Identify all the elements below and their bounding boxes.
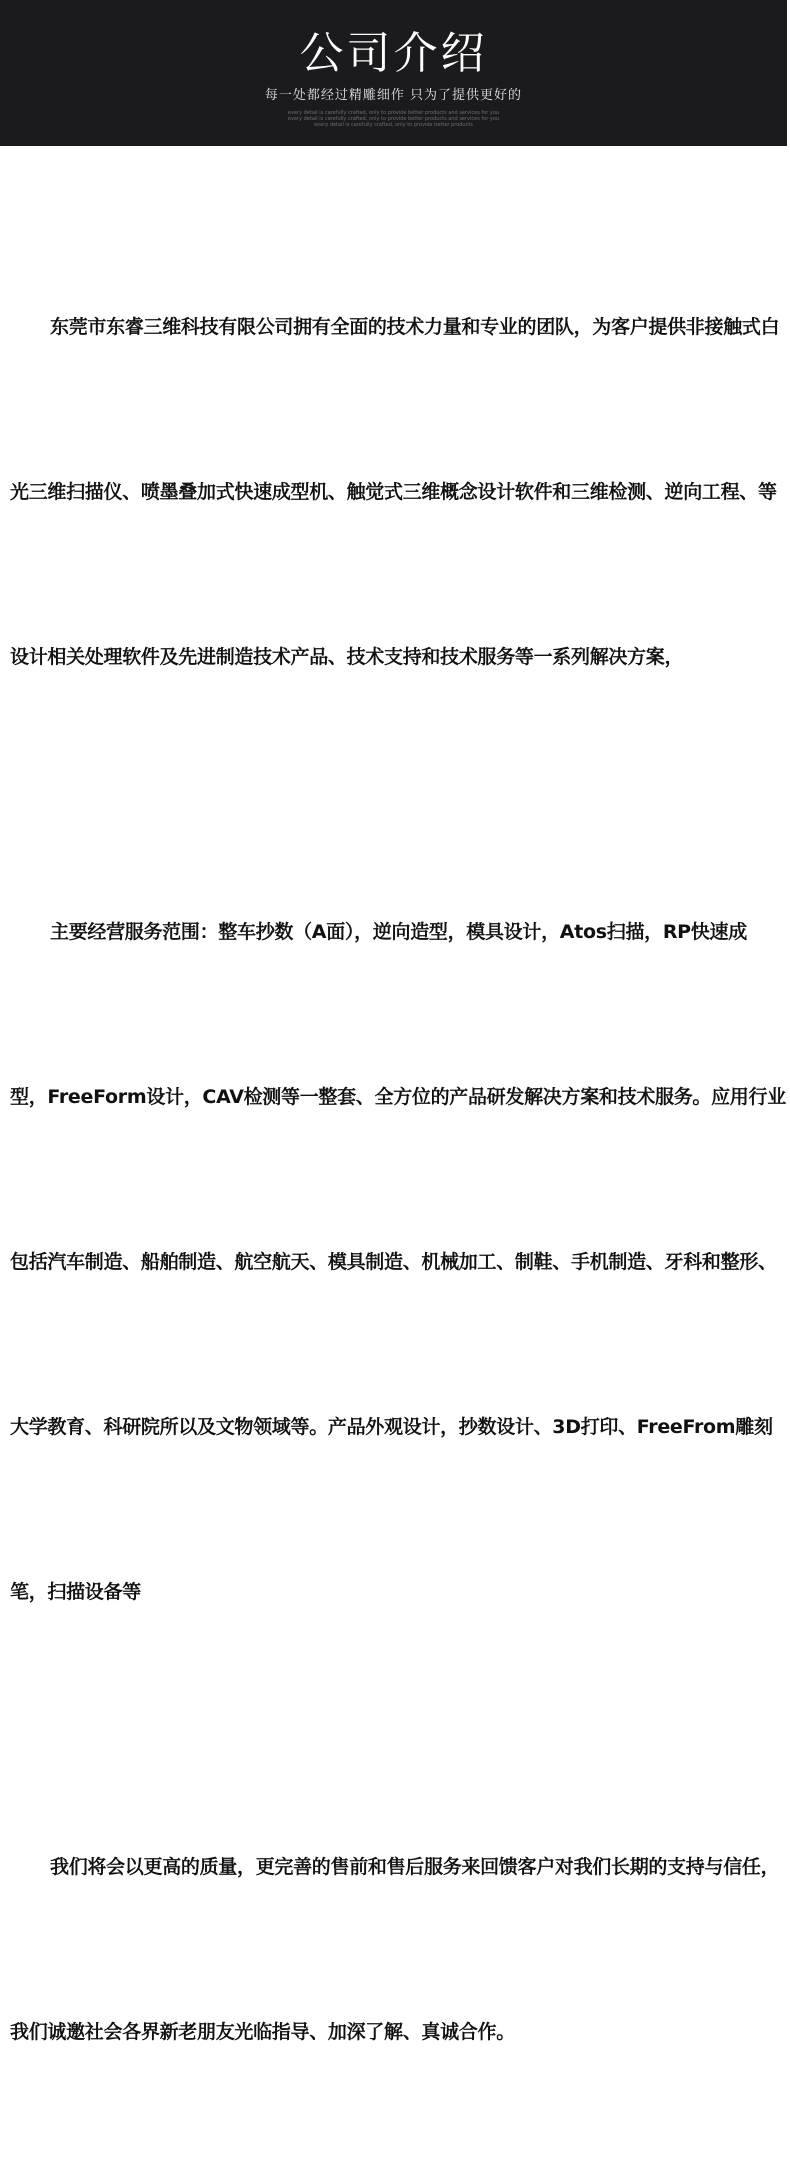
- decorative-fine-print: [0, 110, 787, 128]
- fine-print-line: every detail is carefully crafted, only to provide better products and services for you: [287, 110, 500, 116]
- page-title: 公司介绍: [299, 28, 488, 79]
- paragraph-company-overview: [10, 190, 790, 795]
- paragraph-business-scope: [10, 795, 790, 1730]
- text-line: 我们诚邀社会各界新老朋友光临指导、加深了解、真诚合作。: [10, 2021, 515, 2043]
- text-line: 大学教育、科研院所以及文物领域等。产品外观设计，抄数设计、3D打印、FreeFrom雕刻: [10, 1416, 773, 1438]
- text-line: 光三维扫描仪、喷墨叠加式快速成型机、触觉式三维概念设计软件和三维检测、逆向工程、等: [10, 481, 777, 503]
- fine-print-line: every detail is carefully crafted, only to provide better products and services for you: [287, 116, 500, 122]
- header-banner: [0, 0, 787, 146]
- page-subtitle: 每一处都经过精雕细作 只为了提供更好的: [264, 88, 523, 103]
- paragraph-closing: [10, 1730, 790, 2170]
- text-line: 主要经营服务范围：整车抄数（A面），逆向造型，模具设计，Atos扫描，RP快速成: [50, 921, 747, 943]
- company-introduction: [10, 190, 790, 2170]
- fine-print-line: every detail is carefully crafted, only to provide better products: [314, 122, 473, 128]
- text-line: 型，FreeForm设计，CAV检测等一整套、全方位的产品研发解决方案和技术服务。应用行业: [10, 1086, 786, 1108]
- text-line: 东莞市东睿三维科技有限公司拥有全面的技术力量和专业的团队，为客户提供非接触式白: [50, 316, 780, 338]
- text-line: 我们将会以更高的质量，更完善的售前和售后服务来回馈客户对我们长期的支持与信任，: [50, 1856, 780, 1878]
- text-line: 设计相关处理软件及先进制造技术产品、技术支持和技术服务等一系列解决方案，: [10, 646, 684, 668]
- text-line: 包括汽车制造、船舶制造、航空航天、模具制造、机械加工、制鞋、手机制造、牙科和整形、: [10, 1251, 777, 1273]
- text-line: 笔，扫描设备等: [10, 1581, 141, 1603]
